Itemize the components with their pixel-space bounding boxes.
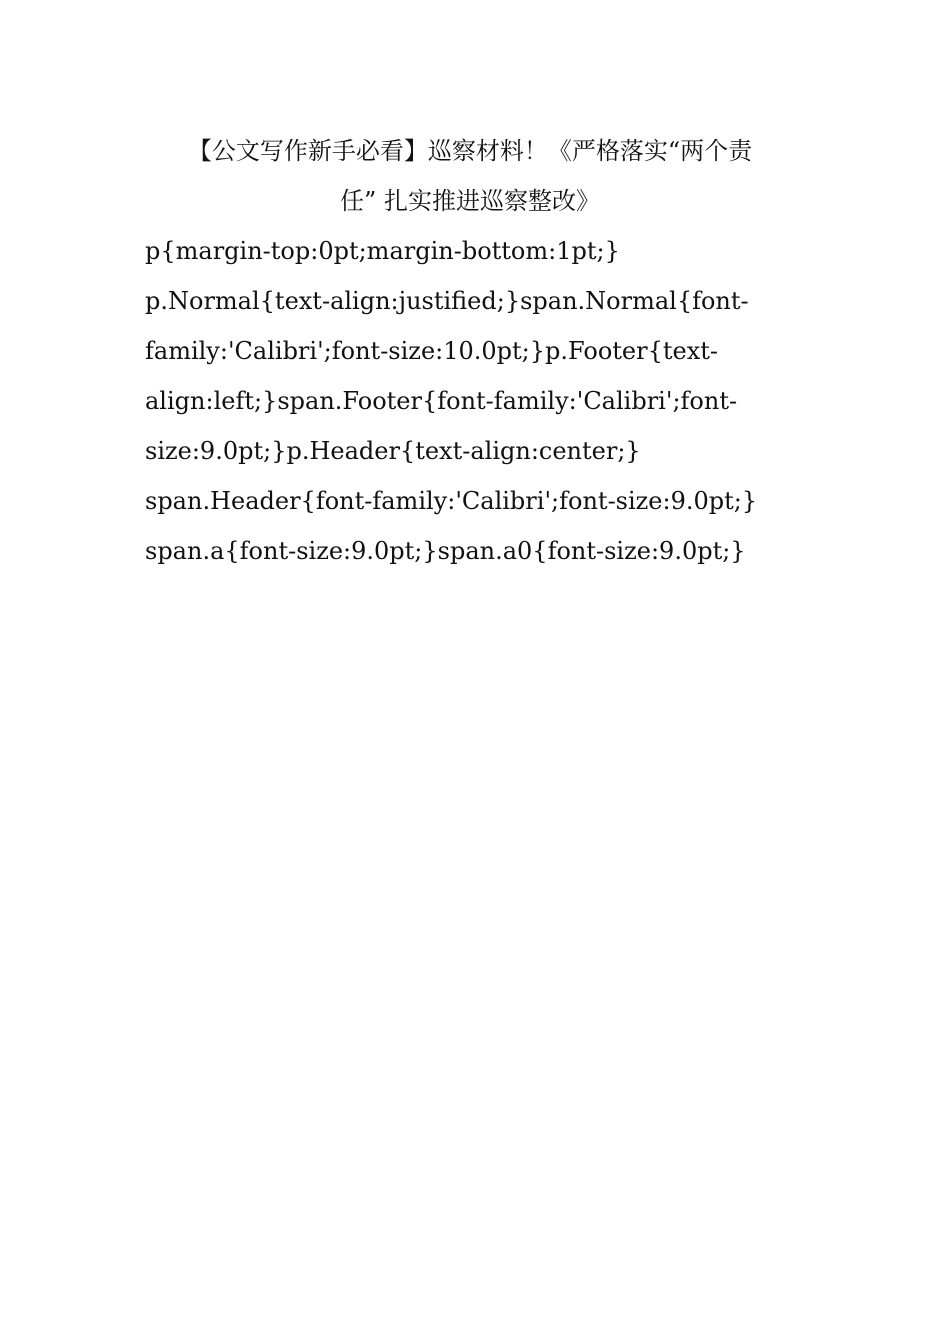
title-line-2: 任” 扎实推进巡察整改》 (340, 187, 600, 215)
body-line-1: p{margin-top:0pt;margin-bottom:1pt;} (145, 237, 620, 265)
body-line-5: size:9.0pt;}p.Header{text-align:center;} (145, 437, 641, 465)
title-line-1: 【公文写作新手必看】巡察材料！《严格落实“两个责 (187, 137, 753, 165)
body-line-3: family:'Calibri';font-size:10.0pt;}p.Footer{text- (145, 337, 718, 365)
document-title (145, 126, 795, 226)
body-line-4: align:left;}span.Footer{font-family:'Calibri';font- (145, 387, 738, 415)
body-line-7: span.a{font-size:9.0pt;}span.a0{font-size:9.0pt;} (145, 537, 746, 565)
body-line-6: span.Header{font-family:'Calibri';font-size:9.0pt;} (145, 487, 758, 515)
document-content (145, 126, 795, 576)
document-body (145, 226, 795, 576)
body-line-2: p.Normal{text-align:justified;}span.Normal{font- (145, 287, 749, 315)
